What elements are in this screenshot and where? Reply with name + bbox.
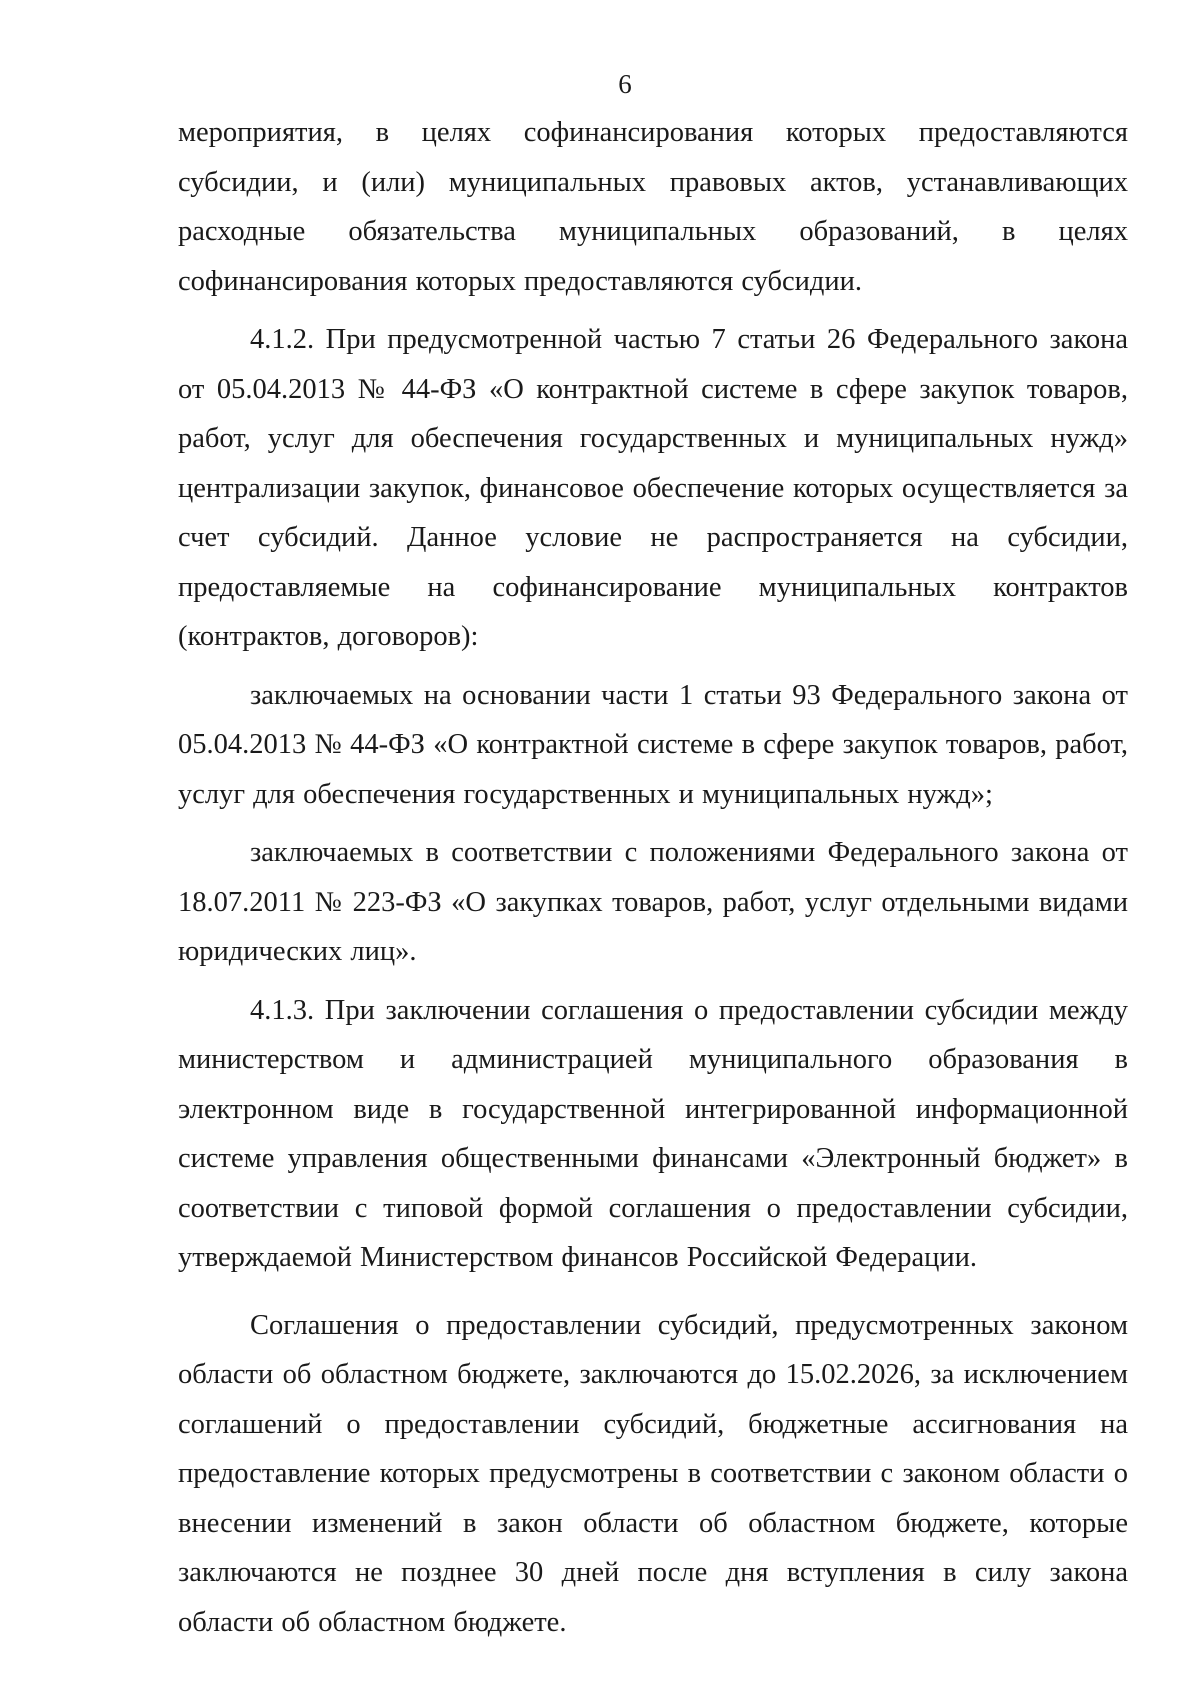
paragraph-continuation: мероприятия, в целях софинансирования которых предоставляются субсидии, и (или) муниципальных правовых актов, устанавливающих расходные обязательства муниципальных образований, в целях софинансирования которых предоставляются субсидии. [178,117,1128,297]
page-number: 6 [618,69,632,99]
paragraph-agreements-deadline: Соглашения о предоставлении субсидий, предусмотренных законом области об областном бюджете, заключаются до 15.02.2026, за исключением соглашений о предоставлении субсидий, бюджетные ассигнования на предоставление которых предусмотрены в соответствии с законом области о внесении изменений в закон области об областном бюджете, которые заключаются не позднее 30 дней после дня вступления в силу закона области об областном бюджете. [178,1309,1128,1638]
paragraph-4-1-2: 4.1.2. При предусмотренной частью 7 статьи 26 Федерального закона от 05.04.2013 № 44-ФЗ «О контрактной системе в сфере закупок товаров, работ, услуг для обеспечения государственных и муниципальных нужд» централизации закупок, финансовое обеспечение которых осуществляется за счет субсидий. Данное условие не распространяется на субсидии, предоставляемые на софинансирование муниципальных контрактов (контрактов, договоров): [178,324,1128,652]
paragraph-part-93: заключаемых на основании части 1 статьи 93 Федерального закона от 05.04.2013 № 44-ФЗ «О контрактной системе в сфере закупок товаров, работ, услуг для обеспечения государственных и муниципальных нужд»; [178,679,1128,810]
paragraph-4-1-3: 4.1.3. При заключении соглашения о предоставлении субсидии между министерством и администрацией муниципального образования в электронном виде в государственной интегрированной информационной системе управления общественными финансами «Электронный бюджет» в соответствии с типовой формой соглашения о предоставлении субсидии, утверждаемой Министерством финансов Российской Федерации. [178,994,1128,1273]
document-body [178,108,1128,1647]
paragraph-223-fz: заключаемых в соответствии с положениями Федерального закона от 18.07.2011 № 223-ФЗ «О закупках товаров, работ, услуг отдельными видами юридических лиц». [178,837,1128,967]
